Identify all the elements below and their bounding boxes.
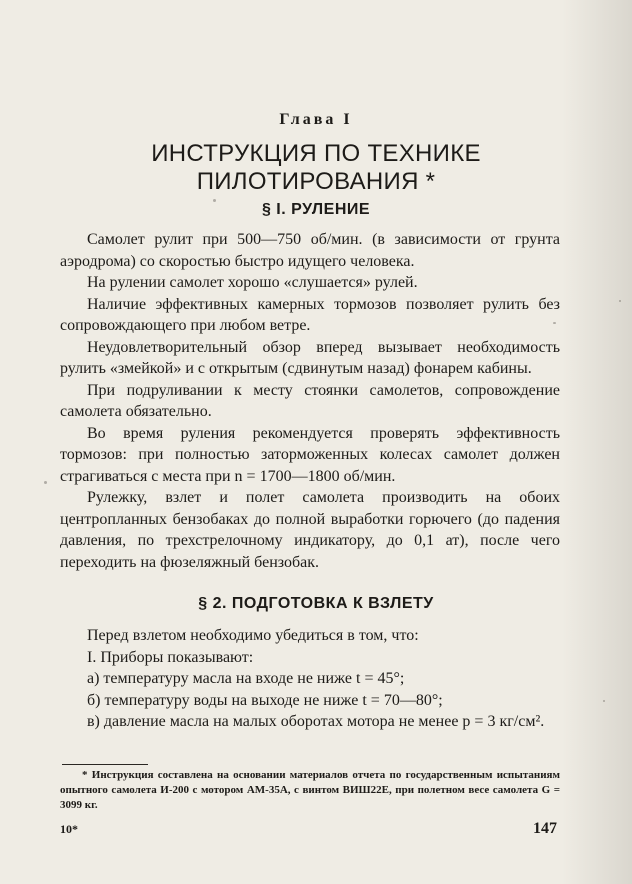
page-edge-shadow [562, 0, 632, 884]
section-body-taxiing [60, 229, 560, 573]
paragraph: б) температуру воды на выходе не ниже t = 70—80°; [87, 691, 443, 709]
ink-speck [619, 300, 621, 302]
paragraph: Рулежку, взлет и полет самолета производить на обоих центропланных бензобаках до полной выработки горючего (до падения давления, по трехстрелочному индикатору, до 0,1 ат), после чего переходить на фюзеляжный бензобак. [60, 489, 560, 571]
paragraph: Во время руления рекомендуется проверять эффективность тормозов: при полностью заторможенных колесах самолет должен страгиваться с места при n = 1700—1800 об/мин. [60, 424, 560, 485]
paragraph: На рулении самолет хорошо «слушается» рулей. [87, 274, 418, 291]
ink-speck [603, 700, 605, 702]
chapter-title [0, 140, 632, 196]
paragraph: Наличие эффективных камерных тормозов позволяет рулить без сопровождающего при любом ветре. [60, 295, 560, 334]
ink-speck [553, 322, 556, 324]
paragraph: Самолет рулит при 500—750 об/мин. (в зависимости от грунта аэродрома) со скоростью быстро идущего человека. [60, 231, 560, 270]
section-heading-takeoff-prep: § 2. ПОДГОТОВКА К ВЗЛЕТУ [198, 595, 434, 612]
chapter-title-line-1: ИНСТРУКЦИЯ ПО ТЕХНИКЕ [151, 140, 481, 167]
section-heading-taxiing: § I. РУЛЕНИЕ [261, 201, 371, 218]
section-body-takeoff-prep [60, 625, 560, 733]
paragraph: I. Приборы показывают: [87, 648, 254, 666]
ink-speck [213, 199, 216, 202]
footnote [60, 768, 560, 813]
printer-signature: 10* [60, 822, 78, 836]
page-number: 147 [533, 820, 557, 837]
paragraph: Неудовлетворительный обзор вперед вызывает необходимость рулить «змейкой» и с открытым (сдвинутым назад) фонарем кабины. [60, 338, 560, 377]
ink-speck [44, 481, 47, 484]
paragraph: в) давление масла на малых оборотах мотора не менее p = 3 кг/см². [87, 713, 545, 730]
chapter-label: Глава I [279, 111, 353, 128]
paragraph: При подруливании к месту стоянки самолетов, сопровождение самолета обязательно. [60, 381, 560, 420]
paragraph: а) температуру масла на входе не ниже t = 45°; [87, 670, 405, 687]
footnote-divider [62, 764, 148, 765]
footnote-text: * Инструкция составлена на основании материалов отчета по государственным испытаниям опытного самолета И-200 с мотором АМ-35А, с винтом ВИШ22Е, при полетном весе самолета G = 3099 кг. [60, 769, 560, 811]
chapter-title-line-2: ПИЛОТИРОВАНИЯ * [196, 168, 436, 195]
paragraph: Перед взлетом необходимо убедиться в том, что: [87, 627, 419, 644]
